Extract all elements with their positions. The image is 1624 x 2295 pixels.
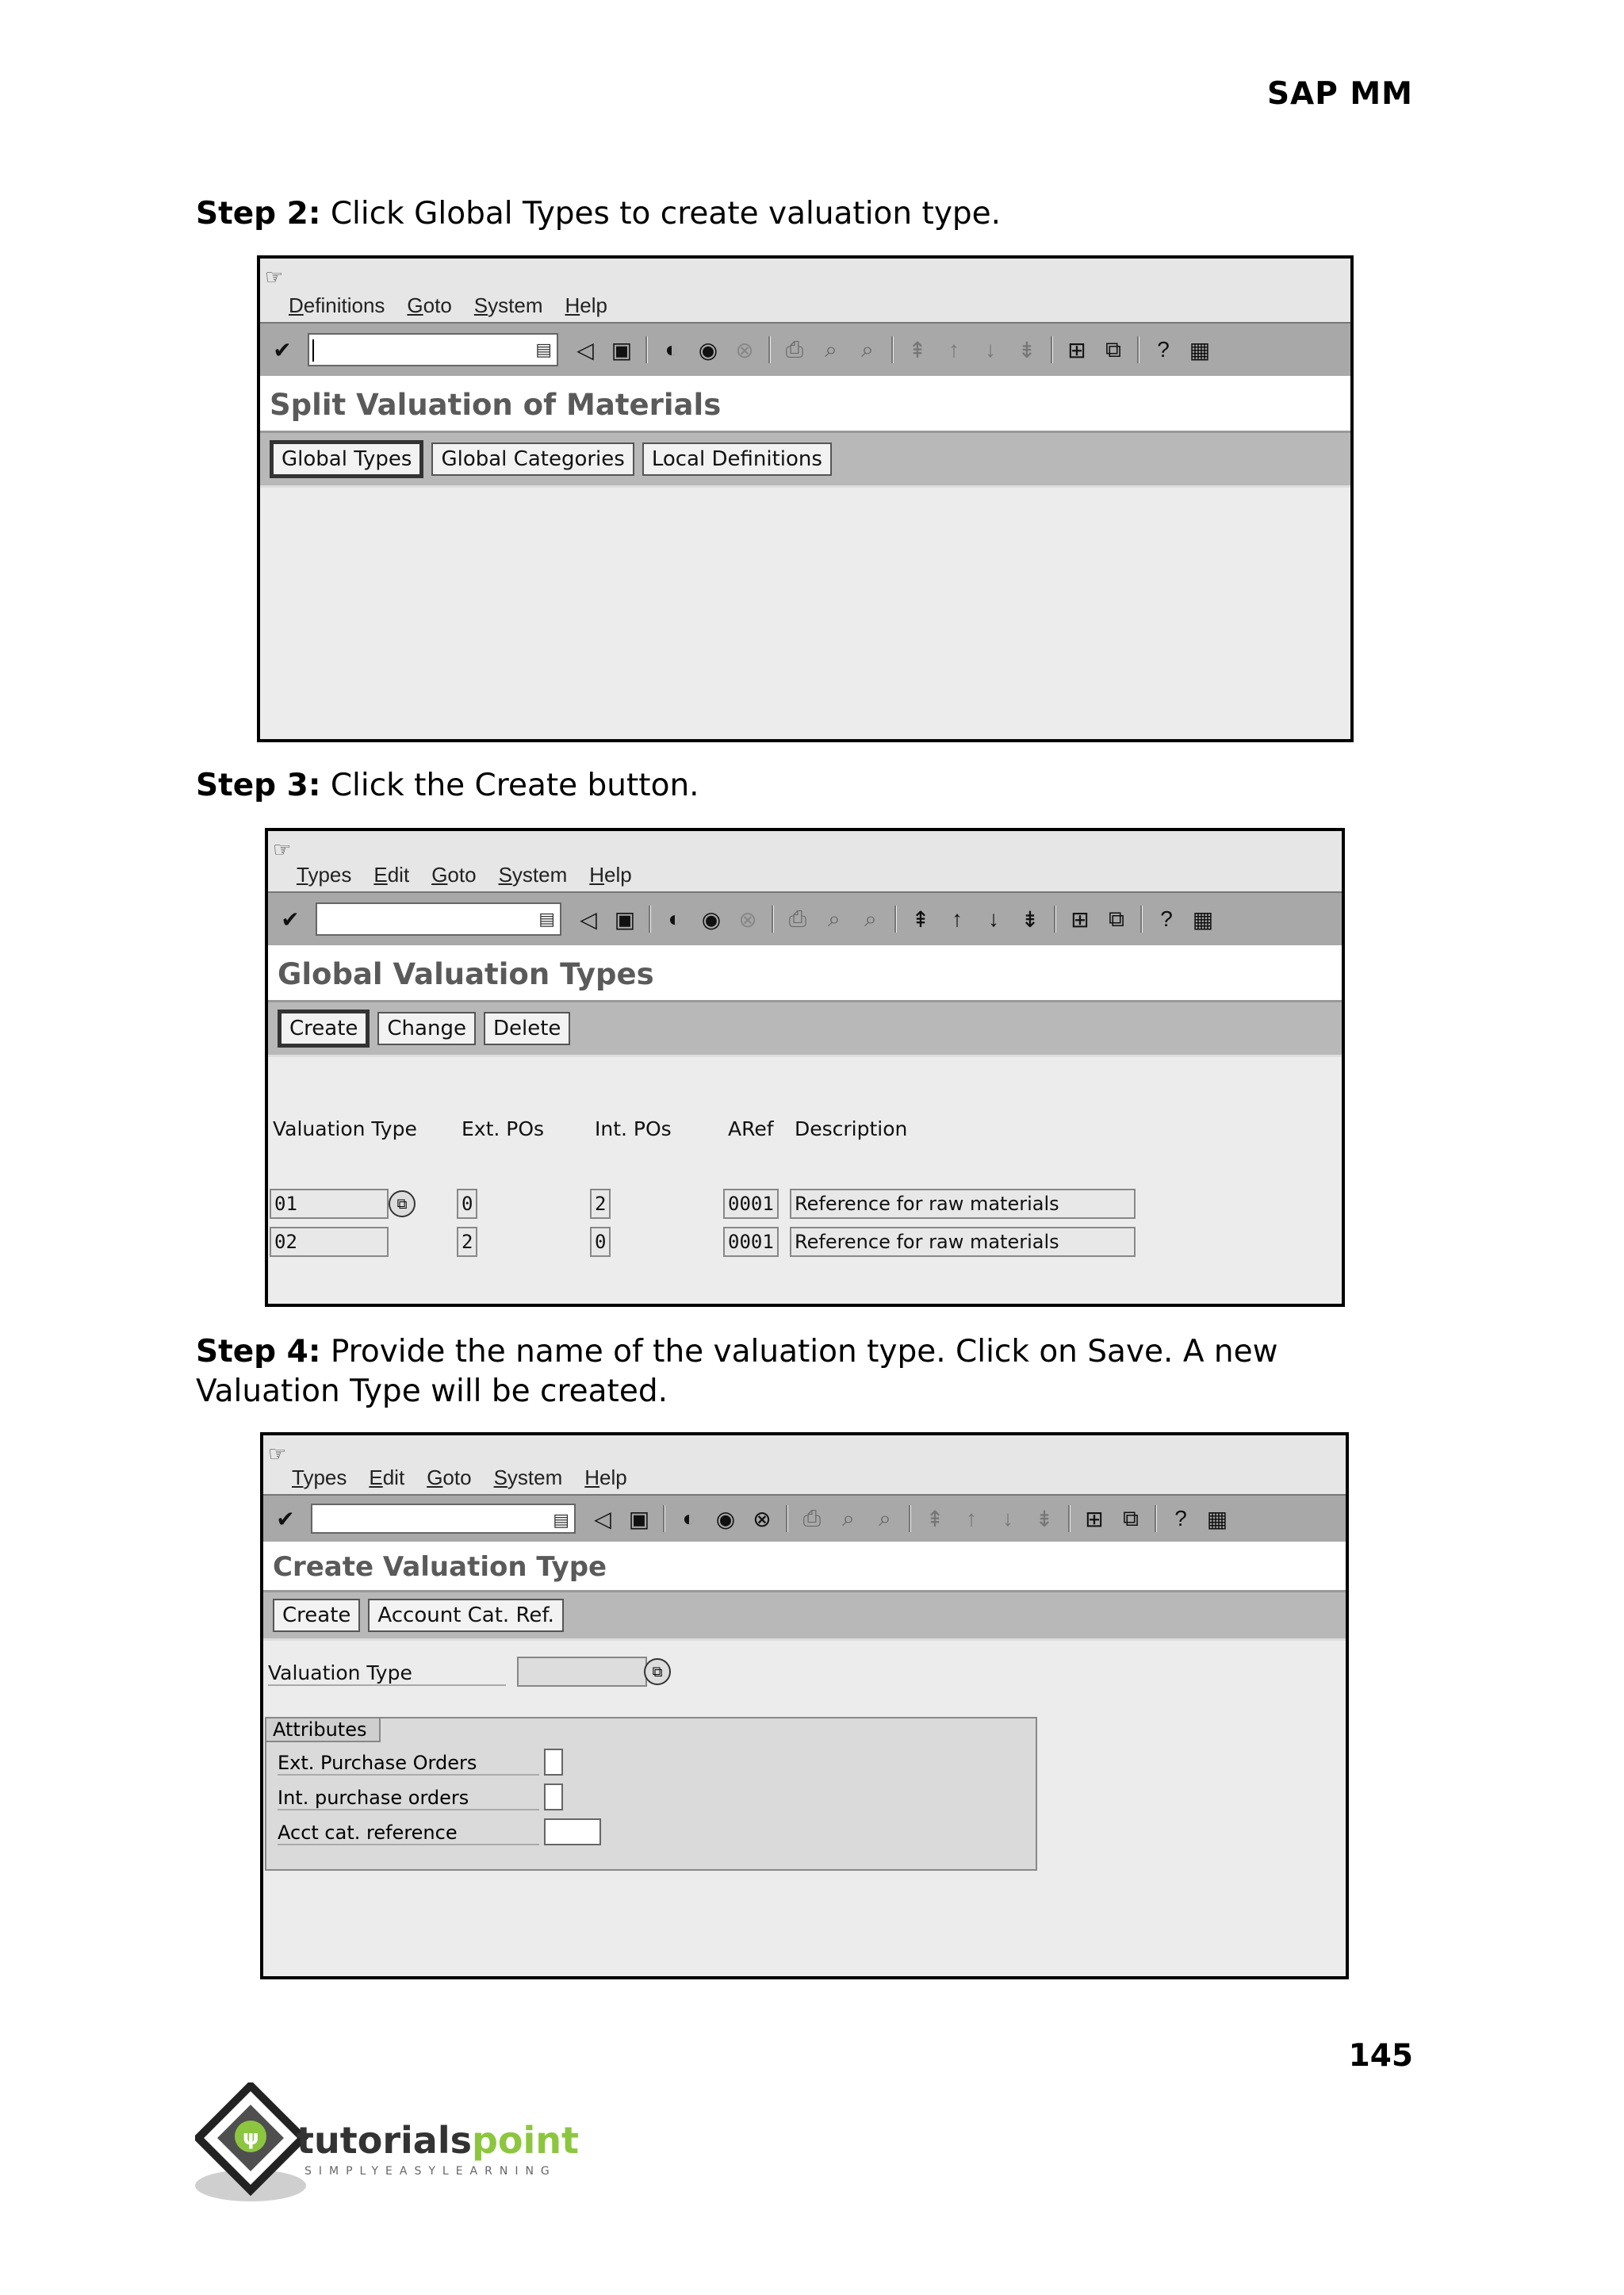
menu-system[interactable]: System: [473, 293, 543, 317]
new-session-icon[interactable]: ⊞: [1071, 906, 1090, 932]
exit-icon[interactable]: ◉: [698, 337, 718, 362]
shortcut-icon[interactable]: ⧉: [1123, 1505, 1139, 1531]
menu-edit[interactable]: Edit: [369, 1466, 405, 1489]
valuation-type-label: Valuation Type: [268, 1661, 506, 1686]
menu-types[interactable]: Types: [297, 863, 352, 887]
next-page-icon[interactable]: ↓: [988, 906, 999, 931]
layout-menu-icon[interactable]: ▦: [1206, 1506, 1228, 1531]
step-4-text: Step 4: Provide the name of the valuation type. Click on Save. A new Valuation Type will be created.: [196, 1334, 1278, 1409]
print-icon[interactable]: ⎙: [788, 906, 807, 931]
system-menu-icon[interactable]: ☞: [273, 837, 292, 861]
logo-text-point: point: [471, 2119, 580, 2162]
valuation-types-table: [268, 1057, 1342, 1307]
sap-window-create-valuation-type: [260, 1432, 1349, 1979]
column-header-aref: ARef: [728, 1117, 774, 1140]
menu-bar: [260, 259, 1350, 322]
next-page-icon[interactable]: ↓: [985, 337, 996, 362]
enter-icon[interactable]: ✔: [273, 337, 292, 362]
back-arrow-icon[interactable]: ◁: [580, 906, 597, 932]
page-title: Create Valuation Type: [263, 1544, 1346, 1592]
help-icon[interactable]: ?: [1157, 337, 1170, 362]
ext-purchase-orders-checkbox[interactable]: [544, 1749, 563, 1776]
page-title: Global Valuation Types: [268, 948, 1342, 1002]
svg-text:ψ: ψ: [243, 2126, 259, 2150]
page-header: SAP MM: [1266, 76, 1413, 112]
create-form: [263, 1641, 1346, 1979]
find-icon[interactable]: ⌕: [825, 336, 837, 362]
find-icon[interactable]: ⌕: [828, 906, 841, 931]
ext-pos-field[interactable]: 0: [457, 1189, 477, 1219]
save-icon[interactable]: ▣: [611, 337, 633, 362]
last-page-icon[interactable]: ⇟: [1017, 337, 1036, 362]
find-next-icon[interactable]: ⌕: [879, 1505, 891, 1531]
valuation-type-field[interactable]: 02: [270, 1227, 389, 1257]
step-3-text: Step 3: Click the Create button.: [196, 768, 699, 803]
acct-cat-reference-input[interactable]: [544, 1818, 601, 1845]
first-page-icon[interactable]: ⇞: [911, 906, 930, 932]
application-toolbar: [263, 1592, 1346, 1641]
previous-page-icon[interactable]: ↑: [952, 906, 963, 931]
last-page-icon[interactable]: ⇟: [1035, 1506, 1054, 1531]
attribute-label-acct-cat-reference: Acct cat. reference: [278, 1822, 539, 1845]
value-help-icon[interactable]: ⧉: [644, 1658, 671, 1685]
exit-icon[interactable]: ◉: [701, 906, 722, 932]
cancel-icon[interactable]: ⊗: [738, 906, 757, 932]
enter-icon[interactable]: ✔: [281, 906, 300, 932]
standard-toolbar: [260, 322, 1350, 378]
exit-icon[interactable]: ◉: [715, 1506, 736, 1531]
cancel-icon[interactable]: ⊗: [753, 1506, 772, 1531]
change-button[interactable]: Change: [377, 1012, 476, 1045]
print-icon[interactable]: ⎙: [802, 1505, 822, 1531]
delete-button[interactable]: Delete: [484, 1012, 570, 1045]
attribute-label-ext-purchase-orders: Ext. Purchase Orders: [278, 1752, 539, 1776]
menu-goto[interactable]: Goto: [407, 293, 452, 317]
first-page-icon[interactable]: ⇞: [925, 1506, 944, 1531]
attributes-group: [265, 1717, 1037, 1871]
dropdown-icon[interactable]: ▤: [553, 1510, 569, 1530]
help-icon[interactable]: ?: [1174, 1506, 1187, 1531]
valuation-type-field[interactable]: 01: [270, 1189, 389, 1219]
description-field[interactable]: Reference for raw materials: [790, 1189, 1136, 1219]
column-header-valuation-type: Valuation Type: [273, 1117, 417, 1140]
new-session-icon[interactable]: ⊞: [1067, 337, 1086, 362]
dropdown-icon[interactable]: ▤: [538, 909, 555, 929]
int-purchase-orders-checkbox[interactable]: [544, 1784, 563, 1810]
save-icon[interactable]: ▣: [614, 906, 636, 932]
back-arrow-icon[interactable]: ◁: [576, 337, 594, 362]
ext-pos-field[interactable]: 2: [457, 1227, 477, 1257]
layout-menu-icon[interactable]: ▦: [1192, 906, 1214, 932]
print-icon[interactable]: ⎙: [785, 336, 804, 362]
valuation-type-input[interactable]: [517, 1657, 647, 1687]
attributes-title: Attributes: [266, 1718, 381, 1742]
back-arrow-icon[interactable]: ◁: [594, 1506, 611, 1531]
command-field[interactable]: [316, 902, 561, 936]
shortcut-icon[interactable]: ⧉: [1105, 336, 1121, 362]
command-field[interactable]: [311, 1504, 576, 1534]
menu-bar: [268, 831, 1342, 891]
sap-window-split-valuation: [257, 255, 1354, 742]
new-session-icon[interactable]: ⊞: [1085, 1506, 1104, 1531]
menu-types[interactable]: Types: [292, 1466, 347, 1489]
step-2-text: Step 2: Click Global Types to create valuation type.: [196, 196, 1002, 232]
logo-tagline: SIMPLYEASYLEARNING: [304, 2165, 557, 2178]
shortcut-icon[interactable]: ⧉: [1109, 906, 1124, 931]
cancel-icon[interactable]: ⊗: [735, 337, 754, 362]
system-menu-icon[interactable]: ☞: [265, 265, 284, 289]
int-pos-field[interactable]: 0: [590, 1227, 611, 1257]
local-definitions-button[interactable]: Local Definitions: [642, 443, 832, 476]
menu-help[interactable]: Help: [584, 1466, 627, 1489]
layout-menu-icon[interactable]: ▦: [1189, 337, 1211, 362]
find-next-icon[interactable]: ⌕: [861, 336, 874, 362]
menu-system[interactable]: System: [493, 1466, 563, 1489]
aref-field[interactable]: 0001: [723, 1227, 779, 1257]
description-field[interactable]: Reference for raw materials: [790, 1227, 1136, 1257]
global-types-button[interactable]: Global Types: [270, 440, 423, 478]
create-button[interactable]: Create: [273, 1599, 360, 1632]
menu-goto[interactable]: Goto: [431, 863, 477, 887]
last-page-icon[interactable]: ⇟: [1021, 906, 1040, 932]
find-next-icon[interactable]: ⌕: [864, 906, 877, 931]
global-categories-button[interactable]: Global Categories: [431, 443, 634, 476]
menu-help[interactable]: Help: [589, 863, 632, 887]
previous-page-icon[interactable]: ↑: [948, 337, 959, 362]
enter-icon[interactable]: ✔: [276, 1506, 295, 1531]
standard-toolbar: [263, 1494, 1346, 1544]
dropdown-icon[interactable]: ▤: [535, 339, 552, 359]
menu-definitions[interactable]: Definitions: [289, 293, 385, 317]
menu-goto[interactable]: Goto: [427, 1466, 472, 1489]
command-field[interactable]: [308, 333, 558, 366]
value-help-icon[interactable]: ⧉: [389, 1190, 416, 1217]
logo-text-tutorials: tutorials: [297, 2119, 472, 2162]
first-page-icon[interactable]: ⇞: [908, 337, 927, 362]
save-icon[interactable]: ▣: [628, 1506, 650, 1531]
back-icon[interactable]: ◐: [682, 1506, 696, 1531]
work-area: [260, 488, 1350, 742]
system-menu-icon[interactable]: ☞: [268, 1442, 287, 1466]
tutorialspoint-logo: [195, 2082, 580, 2209]
page-title: Split Valuation of Materials: [260, 378, 1350, 433]
standard-toolbar: [268, 891, 1342, 948]
account-cat-ref-button[interactable]: Account Cat. Ref.: [368, 1599, 563, 1632]
previous-page-icon[interactable]: ↑: [966, 1506, 977, 1531]
application-toolbar: [260, 433, 1350, 488]
back-icon[interactable]: ◐: [665, 337, 679, 362]
create-button[interactable]: Create: [278, 1010, 370, 1048]
help-icon[interactable]: ?: [1160, 906, 1173, 931]
menu-help[interactable]: Help: [565, 293, 607, 317]
column-header-description: Description: [795, 1117, 908, 1140]
sap-window-global-valuation-types: [265, 828, 1345, 1307]
menu-bar: [263, 1435, 1346, 1494]
menu-edit[interactable]: Edit: [373, 863, 410, 887]
back-icon[interactable]: ◐: [668, 906, 682, 931]
find-icon[interactable]: ⌕: [842, 1505, 855, 1531]
page-number: 145: [1348, 2038, 1413, 2074]
menu-system[interactable]: System: [498, 863, 568, 887]
application-toolbar: [268, 1002, 1342, 1057]
column-header-ext-pos: Ext. POs: [462, 1117, 545, 1140]
aref-field[interactable]: 0001: [723, 1189, 779, 1219]
next-page-icon[interactable]: ↓: [1002, 1506, 1013, 1531]
attribute-label-int-purchase-orders: Int. purchase orders: [278, 1787, 539, 1810]
column-header-int-pos: Int. POs: [595, 1117, 672, 1140]
int-pos-field[interactable]: 2: [590, 1189, 611, 1219]
